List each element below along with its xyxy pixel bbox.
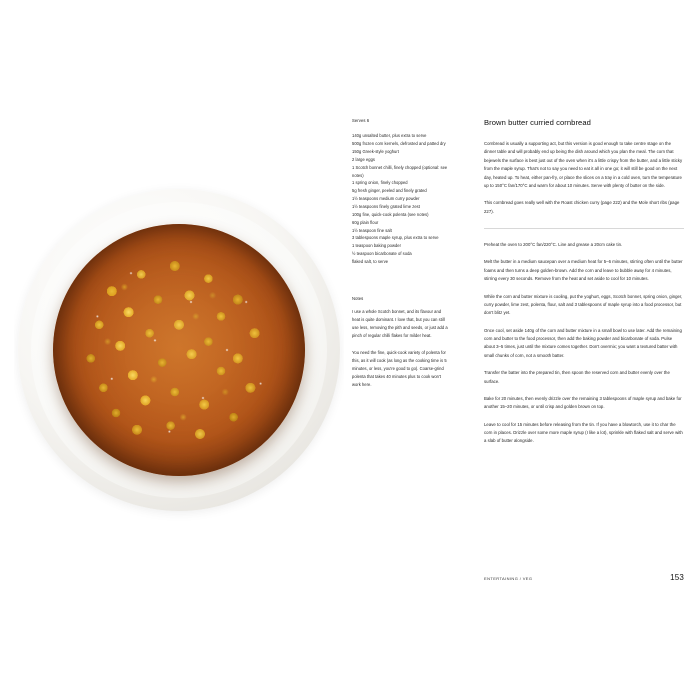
method-step: Preheat the oven to 200°C fan/220°C. Line and grease a 20cm cake tin.: [484, 242, 623, 247]
list-item: 2 large eggs: [352, 156, 376, 162]
list-item: 5g fresh ginger, peeled and finely grated: [352, 188, 427, 194]
ingredients-column: [352, 118, 450, 398]
notes-heading: Notes: [352, 295, 364, 301]
list-item: 500g frozen corn kernels, defrosted and patted dry: [352, 141, 446, 147]
page-number: 153: [670, 573, 684, 582]
list-item: 150g Greek-style yoghurt: [352, 149, 399, 155]
page-footer: [484, 573, 684, 582]
list-item: 3 tablespoons maple syrup, plus extra to serve: [352, 235, 439, 241]
method-step: Melt the butter in a medium saucepan over a medium heat for 5–6 minutes, stirring often until the butter foams and then turns a deep golden-brown. Add the corn and leave to bubble away for 4 minutes, stirring every 30 seconds. Remove from the heat and set aside to cool for 10 minutes.: [484, 259, 683, 282]
list-item: 60g plain flour: [352, 219, 379, 225]
list-item: 100g fine, quick-cook polenta (see notes): [352, 211, 429, 217]
method-step: While the corn and butter mixture is cooling, put the yoghurt, eggs, Scotch bonnet, spring onion, ginger, curry powder, lime zest, polenta, flour, salt and 3 tablespoons of maple syrup into a food processor, but don't blitz yet.: [484, 293, 683, 316]
list-item: 1 teaspoon baking powder: [352, 243, 402, 249]
method-column: [484, 118, 684, 455]
list-item: 1½ teaspoons medium curry powder: [352, 196, 420, 202]
intro-paragraph: This cornbread goes really well with the Roast chicken curry (page 222) and the Mole short ribs (page 227).: [484, 200, 680, 214]
recipe-photo: [14, 118, 344, 582]
page-title: Brown butter curried cornbread: [484, 118, 591, 127]
chapter-label: ENTERTAINING / VEG: [484, 576, 533, 581]
serves-label: Serves 6: [352, 118, 370, 123]
ingredients-list: [352, 132, 450, 266]
list-item: 140g unsalted butter, plus extra to serve: [352, 133, 427, 139]
method-step: Bake for 20 minutes, then evenly drizzle over the remaining 3 tablespoons of maple syrup and bake for another 15–20 minutes, or until crisp and golden brown on top.: [484, 395, 682, 410]
list-item: 1½ teaspoon fine salt: [352, 227, 392, 233]
method-step: Once cool, set aside 140g of the corn and butter mixture in a small bowl to use later. Add the remaining corn and butter to the food processor, then add the baking powder and bicarbonate of soda. Pulse about 3–5 times, just until the mixture comes together. Don't overmix; you want a textured batter with small chunks of corn, not a smooth batter.: [484, 327, 682, 358]
note-paragraph: You need the fine, quick-cook variety of polenta for this, as it will cook (as long as the cooking time is 5 minutes, or less, you're good to go). Coarse-grind polenta that takes 40 minutes plus to cook won't work here.: [352, 349, 447, 387]
list-item: 1 spring onion, finely chopped: [352, 180, 408, 186]
plate: [18, 189, 340, 511]
list-item: 1 Scotch bonnet chilli, finely chopped (optional: see notes): [352, 164, 448, 178]
cornbread-cake: [53, 224, 305, 476]
intro-paragraph: Cornbread is usually a supporting act, but this version is good enough to take centre stage on the dinner table and will probably end up being the dish around which you plan the meal. The corn that bejewels the surface is best just out of the oven when it's a little crispy from the butter, and a little sticky from the maple syrup. That's not to say you need to eat it all in one go; it will still be good on the next day, heated up. To heat, either pan-fry, or place the slices on a tray in a cold oven, turn the temperature up to 150°C fan/170°C and warm for about 10 minutes. Serve with plenty of butter on the side.: [484, 141, 683, 188]
list-item: 1½ teaspoons finely grated lime zest: [352, 204, 420, 210]
corn-kernels: [74, 245, 284, 455]
recipe-text-page: [352, 118, 686, 582]
list-item: flaked salt, to serve: [352, 259, 389, 265]
method-step: Leave to cool for 15 minutes before releasing from the tin. If you have a blowtorch, use it to char the corn in places. Drizzle over some more maple syrup (I like a lot), sprinkle with flaked salt and serve with a slab of butter alongside.: [484, 421, 683, 444]
method-step: Transfer the batter into the prepared tin, then spoon the reserved corn and butter evenly over the surface.: [484, 370, 670, 384]
list-item: ½ teaspoon bicarbonate of soda: [352, 251, 412, 257]
note-paragraph: I use a whole Scotch bonnet, and its flavour and heat is quite dominant. I love that, but you can still use less, removing the pith and seeds, or just add a pinch of regular chilli flakes for milder heat.: [352, 308, 448, 338]
divider: [484, 228, 684, 229]
